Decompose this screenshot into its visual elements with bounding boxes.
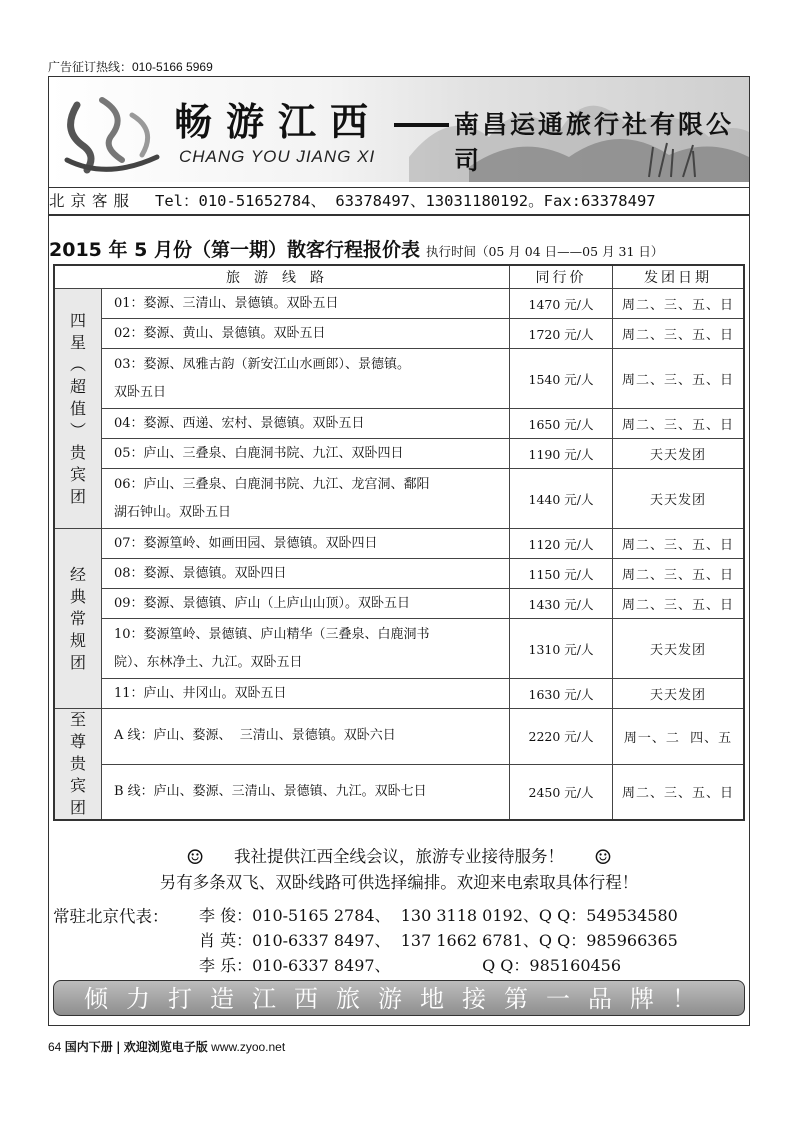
exec-time: 执行时间（05 月 04 日——05 月 31 日） bbox=[425, 244, 664, 259]
route-row bbox=[54, 469, 744, 529]
group-label-char: 四 bbox=[69, 310, 86, 330]
group-label-char: 规 bbox=[69, 630, 86, 650]
route-text: 10：婺源篁岭、景德镇、庐山精华（三叠泉、白鹿洞书 bbox=[114, 626, 430, 642]
date-cell: 周二、三、五、日 bbox=[613, 764, 745, 820]
price-cell: 1190 元/人 bbox=[510, 439, 613, 469]
route-text-cont: 双卧五日 bbox=[114, 384, 167, 400]
route-row bbox=[54, 709, 744, 765]
route-cell bbox=[102, 469, 510, 529]
route-text-cont: 湖石钟山。双卧五日 bbox=[114, 504, 232, 520]
route-row bbox=[54, 589, 744, 619]
price-cell: 1470 元/人 bbox=[510, 289, 613, 319]
price-cell: 1650 元/人 bbox=[510, 409, 613, 439]
header-route: 旅游线路 bbox=[54, 265, 510, 289]
group-label-char: 星 bbox=[69, 332, 86, 352]
group-label bbox=[54, 709, 102, 821]
route-cell bbox=[102, 679, 510, 709]
route-row bbox=[54, 559, 744, 589]
route-row bbox=[54, 529, 744, 559]
price-cell: 1440 元/人 bbox=[510, 469, 613, 529]
promo-line-2: 另有多条双飞、双卧线路可供选择编排。欢迎来电索取具体行程！ bbox=[159, 873, 639, 892]
date-cell: 周二、三、五、日 bbox=[613, 409, 745, 439]
group-label-char: ︵ bbox=[69, 354, 86, 374]
group-label-char: ︶ bbox=[69, 420, 86, 440]
date-cell: 天天发团 bbox=[613, 439, 745, 469]
route-text: 08：婺源、景德镇。双卧四日 bbox=[114, 565, 287, 581]
route-text-cont: 院）、东林净土、九江。双卧五日 bbox=[114, 654, 303, 670]
route-text: A 线：庐山、婺源、 三清山、景德镇。双卧六日 bbox=[114, 728, 396, 744]
ad-frame bbox=[48, 76, 750, 1026]
price-cell: 1720 元/人 bbox=[510, 319, 613, 349]
route-row bbox=[54, 289, 744, 319]
header-date: 发团日期 bbox=[613, 265, 745, 289]
group-label-char: 超 bbox=[69, 376, 86, 396]
route-text: 07：婺源篁岭、如画田园、景德镇。双卧四日 bbox=[114, 535, 378, 551]
route-text: 01：婺源、三清山、景德镇。双卧五日 bbox=[114, 295, 339, 311]
date-cell: 天天发团 bbox=[613, 619, 745, 679]
group-label-char: 值 bbox=[69, 398, 86, 418]
footer-site: www.zyoo.net bbox=[211, 1040, 286, 1054]
route-text: B 线：庐山、婺源、三清山、景德镇、九江。双卧七日 bbox=[114, 783, 427, 799]
table-title: 2015 年 5 月份（第一期）散客行程报价表 bbox=[49, 239, 420, 261]
group-label-char: 团 bbox=[69, 798, 86, 817]
price-cell: 1630 元/人 bbox=[510, 679, 613, 709]
brand-pinyin: CHANG YOU JIANG XI bbox=[179, 147, 376, 166]
rep-contact: 肖 英：010-6337 8497、 137 1662 6781、Q Q：985966365 bbox=[199, 931, 678, 950]
group-label-char: 尊 bbox=[69, 732, 86, 751]
group-label-char: 经 bbox=[69, 564, 86, 584]
route-text: 02：婺源、黄山、景德镇。双卧五日 bbox=[114, 325, 326, 341]
date-cell: 周二、三、五、日 bbox=[613, 349, 745, 409]
date-cell: 天天发团 bbox=[613, 679, 745, 709]
route-cell bbox=[102, 589, 510, 619]
date-cell: 周二、三、五、日 bbox=[613, 289, 745, 319]
route-cell bbox=[102, 619, 510, 679]
route-cell bbox=[102, 439, 510, 469]
service-label: 北京客服 bbox=[49, 192, 136, 210]
group-label-char: 团 bbox=[69, 486, 86, 506]
route-row bbox=[54, 764, 744, 820]
brand-title: 畅游江西 bbox=[174, 99, 383, 144]
date-cell: 周二、三、五、日 bbox=[613, 319, 745, 349]
page-number: 64 bbox=[48, 1040, 62, 1054]
route-cell bbox=[102, 559, 510, 589]
date-cell: 天天发团 bbox=[613, 469, 745, 529]
footer-tagline: 欢迎浏览电子版 bbox=[123, 1040, 208, 1054]
group-label-char: 贵 bbox=[69, 754, 86, 773]
date-cell: 周二、三、五、日 bbox=[613, 559, 745, 589]
rep-contact: 李 乐：010-6337 8497、 Q Q：985160456 bbox=[199, 956, 622, 975]
section-name: 国内下册 bbox=[64, 1040, 113, 1054]
rep-contact: 李 俊：010-5165 2784、 130 3118 0192、Q Q：549534580 bbox=[199, 906, 678, 925]
beijing-service-line bbox=[49, 187, 749, 216]
route-cell bbox=[102, 409, 510, 439]
price-cell: 1540 元/人 bbox=[510, 349, 613, 409]
header-price: 同行价 bbox=[510, 265, 613, 289]
page-footer: 64 国内下册 | 欢迎浏览电子版 www.zyoo.net bbox=[48, 1040, 286, 1054]
smiley-icon: ☺ bbox=[594, 845, 612, 869]
price-cell: 1430 元/人 bbox=[510, 589, 613, 619]
table-title-row bbox=[49, 235, 749, 262]
group-label-char: 宾 bbox=[69, 464, 86, 484]
group-label-char: 典 bbox=[69, 586, 86, 606]
price-cell: 2450 元/人 bbox=[510, 764, 613, 820]
group-label-char: 至 bbox=[69, 710, 86, 729]
route-cell bbox=[102, 349, 510, 409]
price-cell: 1310 元/人 bbox=[510, 619, 613, 679]
route-row bbox=[54, 319, 744, 349]
route-row bbox=[54, 409, 744, 439]
route-text: 03：婺源、凤雅古韵（新安江山水画郎）、景德镇。 bbox=[114, 356, 411, 372]
slogan-banner: 倾力打造江西旅游地接第一品牌！ bbox=[53, 980, 745, 1016]
reps-label: 常驻北京代表： bbox=[53, 907, 169, 926]
route-text: 04：婺源、西递、宏村、景德镇。双卧五日 bbox=[114, 415, 365, 431]
ad-hotline: 广告征订热线：010-5166 5969 bbox=[48, 60, 213, 74]
smiley-icon: ☺ bbox=[186, 845, 204, 869]
brand-banner bbox=[49, 77, 749, 182]
price-cell: 2220 元/人 bbox=[510, 709, 613, 765]
route-cell bbox=[102, 764, 510, 820]
route-text: 09：婺源、景德镇、庐山（上庐山山顶）。双卧五日 bbox=[114, 595, 411, 611]
route-row bbox=[54, 679, 744, 709]
table-body bbox=[54, 289, 744, 821]
date-cell: 周一、二 四、五 bbox=[613, 709, 745, 765]
date-cell: 周二、三、五、日 bbox=[613, 589, 745, 619]
route-row bbox=[54, 439, 744, 469]
group-label-char: 贵 bbox=[69, 442, 86, 462]
route-row bbox=[54, 619, 744, 679]
service-contacts: Tel：010-51652784、 63378497、13031180192。Fax:63378497 bbox=[155, 192, 656, 210]
group-label-char: 宾 bbox=[69, 776, 86, 795]
route-text: 11：庐山、井冈山。双卧五日 bbox=[114, 685, 287, 701]
group-label-char: 常 bbox=[69, 608, 86, 628]
route-cell bbox=[102, 709, 510, 765]
route-text: 06：庐山、三叠泉、白鹿洞书院、九江、龙宫洞、鄱阳 bbox=[114, 476, 430, 492]
promo-text-1: 我社提供江西全线会议，旅游专业接待服务！ bbox=[234, 847, 564, 866]
table-header-row bbox=[54, 265, 744, 289]
route-cell bbox=[102, 289, 510, 319]
group-label bbox=[54, 529, 102, 709]
group-label-char: 团 bbox=[69, 652, 86, 672]
promo-line-1 bbox=[49, 843, 749, 869]
price-cell: 1120 元/人 bbox=[510, 529, 613, 559]
route-cell bbox=[102, 529, 510, 559]
group-label bbox=[54, 289, 102, 529]
date-cell: 周二、三、五、日 bbox=[613, 529, 745, 559]
brand-dash bbox=[394, 123, 449, 127]
route-text: 05：庐山、三叠泉、白鹿洞书院、九江、双卧四日 bbox=[114, 445, 404, 461]
price-table bbox=[53, 264, 745, 821]
route-row bbox=[54, 349, 744, 409]
price-cell: 1150 元/人 bbox=[510, 559, 613, 589]
route-cell bbox=[102, 319, 510, 349]
company-logo-icon bbox=[57, 85, 167, 175]
company-name: 南昌运通旅行社有限公司 bbox=[454, 110, 735, 175]
